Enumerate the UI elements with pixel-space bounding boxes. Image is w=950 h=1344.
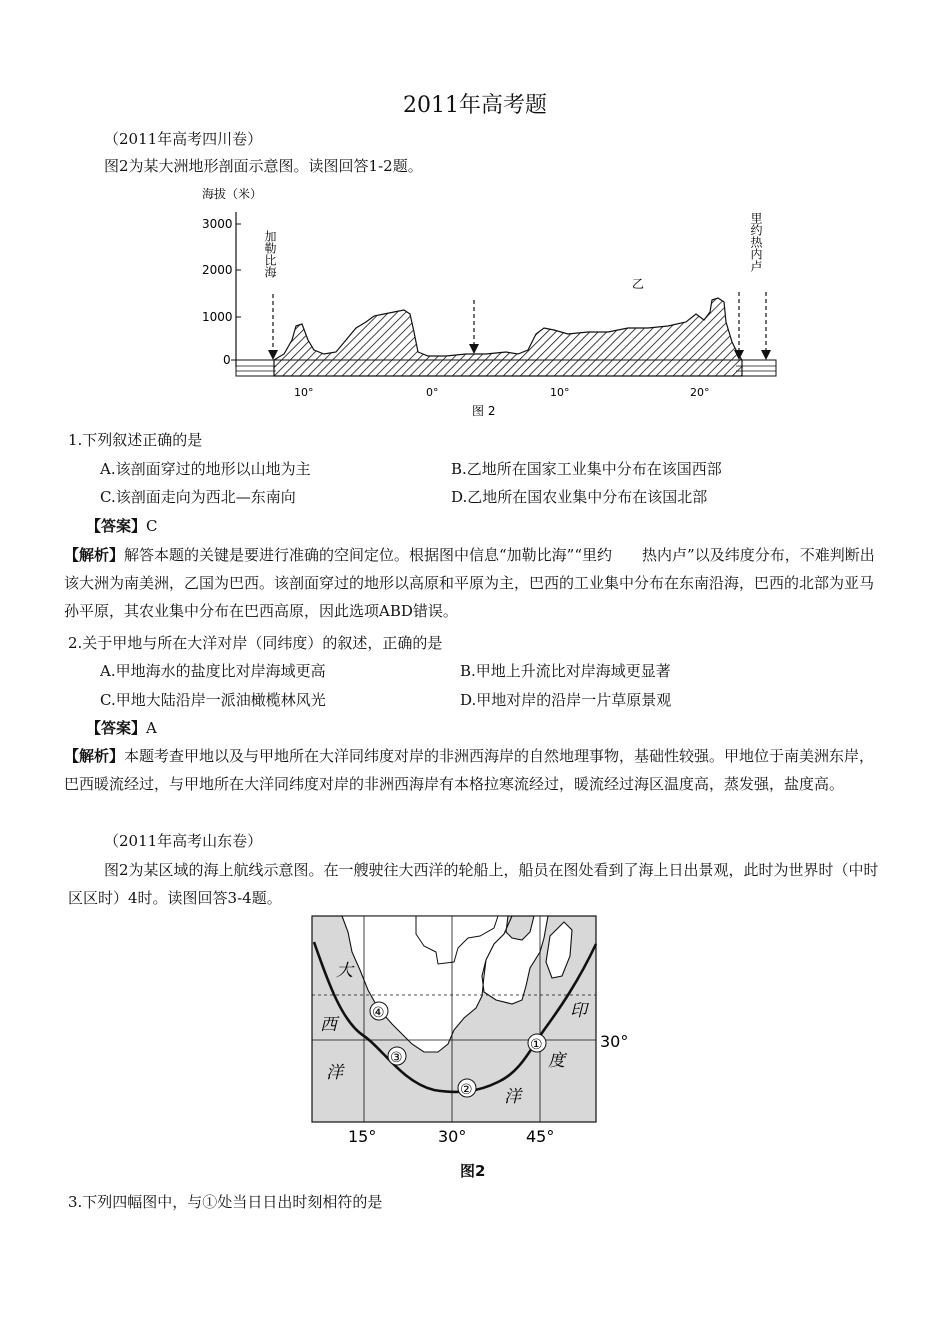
arrow-head	[469, 344, 479, 354]
q2-answer	[86, 717, 157, 739]
y-tick-label: 3000	[202, 217, 233, 231]
y-tick-label: 1000	[202, 310, 233, 324]
longitude-label: 15°	[348, 1127, 377, 1146]
ocean-label-indian: 印	[570, 1001, 587, 1021]
question-2-stem: 2.关于甲地与所在大洋对岸（同纬度）的叙述，正确的是	[68, 634, 443, 652]
label-yi: 乙	[632, 277, 645, 291]
q2-analysis	[64, 742, 886, 798]
q1-option-c: C.该剖面走向为西北—东南向	[100, 488, 296, 506]
answer-label: 【答案】	[86, 517, 147, 535]
latitude-label: 30°	[600, 1032, 629, 1051]
q2-option-b: B.甲地上升流比对岸海域更显著	[460, 662, 671, 680]
q1-analysis	[64, 541, 886, 625]
analysis-text: 解答本题的关键是要进行准确的空间定位。根据图中信息“加勒比海”“里约 热内卢”以及纬度分布，不难判断出该大洲为南美洲，乙国为巴西。该剖面穿过的地形以高原和平原为主，巴西的工业集中分布在东南沿海，巴西的北部为亚马孙平原，其农业集中分布在巴西高原，因此选项ABD错误。	[64, 546, 875, 620]
intro-shandong: 图2为某区域的海上航线示意图。在一艘驶往大西洋的轮船上，船员在图处看到了海上日出景观，此时为世界时（中时区区时）4时。读图回答3-4题。	[68, 861, 879, 907]
longitude-label: 45°	[526, 1127, 555, 1146]
answer-value: C	[146, 517, 158, 535]
intro-sichuan: 图2为某大洲地形剖面示意图。读图回答1-2题。	[104, 157, 423, 175]
arrow-head	[761, 350, 771, 360]
q1-option-a: A.该剖面穿过的地形以山地为主	[100, 460, 311, 478]
q1-option-b: B.乙地所在国家工业集中分布在该国西部	[451, 460, 722, 478]
point-3-label: ③	[390, 1050, 403, 1066]
answer-label: 【答案】	[86, 719, 147, 737]
x-tick-label: 20°	[690, 386, 710, 399]
y-axis-label: 海拔（米）	[202, 187, 263, 201]
question-1-stem: 1.下列叙述正确的是	[68, 431, 203, 449]
terrain-profile-figure	[196, 182, 788, 422]
question-3-stem: 3.下列四幅图中，与①处当日日出时刻相符的是	[68, 1193, 383, 1211]
point-4-label: ④	[372, 1005, 385, 1021]
analysis-label: 【解析】	[64, 546, 125, 564]
y-tick-label: 2000	[202, 263, 233, 277]
analysis-text: 本题考查甲地以及与甲地所在大洋同纬度对岸的非洲西海岸的自然地理事物，基础性较强。甲地位于南美洲东岸，巴西暖流经过，与甲地所在大洋同纬度对岸的非洲西海岸有本格拉寒流经过，暖流经过海区温度高，蒸发强，盐度高。	[64, 747, 875, 793]
q1-answer	[86, 515, 158, 537]
y-tick-label: 0	[223, 353, 231, 367]
ocean-label-indian: 度	[548, 1051, 565, 1071]
page-title: 2011年高考题	[403, 93, 547, 118]
ocean-label-atlantic: 大	[336, 961, 353, 981]
label-rio: 里约热内卢	[749, 212, 763, 272]
terrain-profile	[274, 298, 742, 376]
x-tick-label: 10°	[550, 386, 570, 399]
label-caribbean-1: 加勒比海	[263, 230, 277, 278]
figure-2-caption: 图2	[460, 1162, 486, 1180]
route-map-figure	[308, 912, 648, 1152]
ocean-label-atlantic: 西	[320, 1015, 337, 1035]
q2-option-c: C.甲地大陆沿岸一派油橄榄林风光	[100, 691, 326, 709]
analysis-label: 【解析】	[64, 747, 125, 765]
ocean-label-atlantic: 洋	[326, 1063, 343, 1083]
x-tick-label: 10°	[294, 386, 314, 399]
q2-option-d: D.甲地对岸的沿岸一片草原景观	[460, 691, 672, 709]
x-tick-label: 0°	[426, 386, 439, 399]
figure-caption: 图 2	[472, 404, 496, 418]
point-1-label: ①	[530, 1037, 543, 1053]
source-note-shandong: （2011年高考山东卷）	[104, 832, 263, 850]
answer-value: A	[146, 719, 157, 737]
q1-option-d: D.乙地所在国农业集中分布在该国北部	[451, 488, 708, 506]
longitude-label: 30°	[438, 1127, 467, 1146]
source-note-sichuan: （2011年高考四川卷）	[104, 130, 263, 148]
q2-option-a: A.甲地海水的盐度比对岸海域更高	[100, 662, 326, 680]
point-2-label: ②	[460, 1082, 473, 1098]
ocean-label-indian: 洋	[504, 1087, 521, 1107]
